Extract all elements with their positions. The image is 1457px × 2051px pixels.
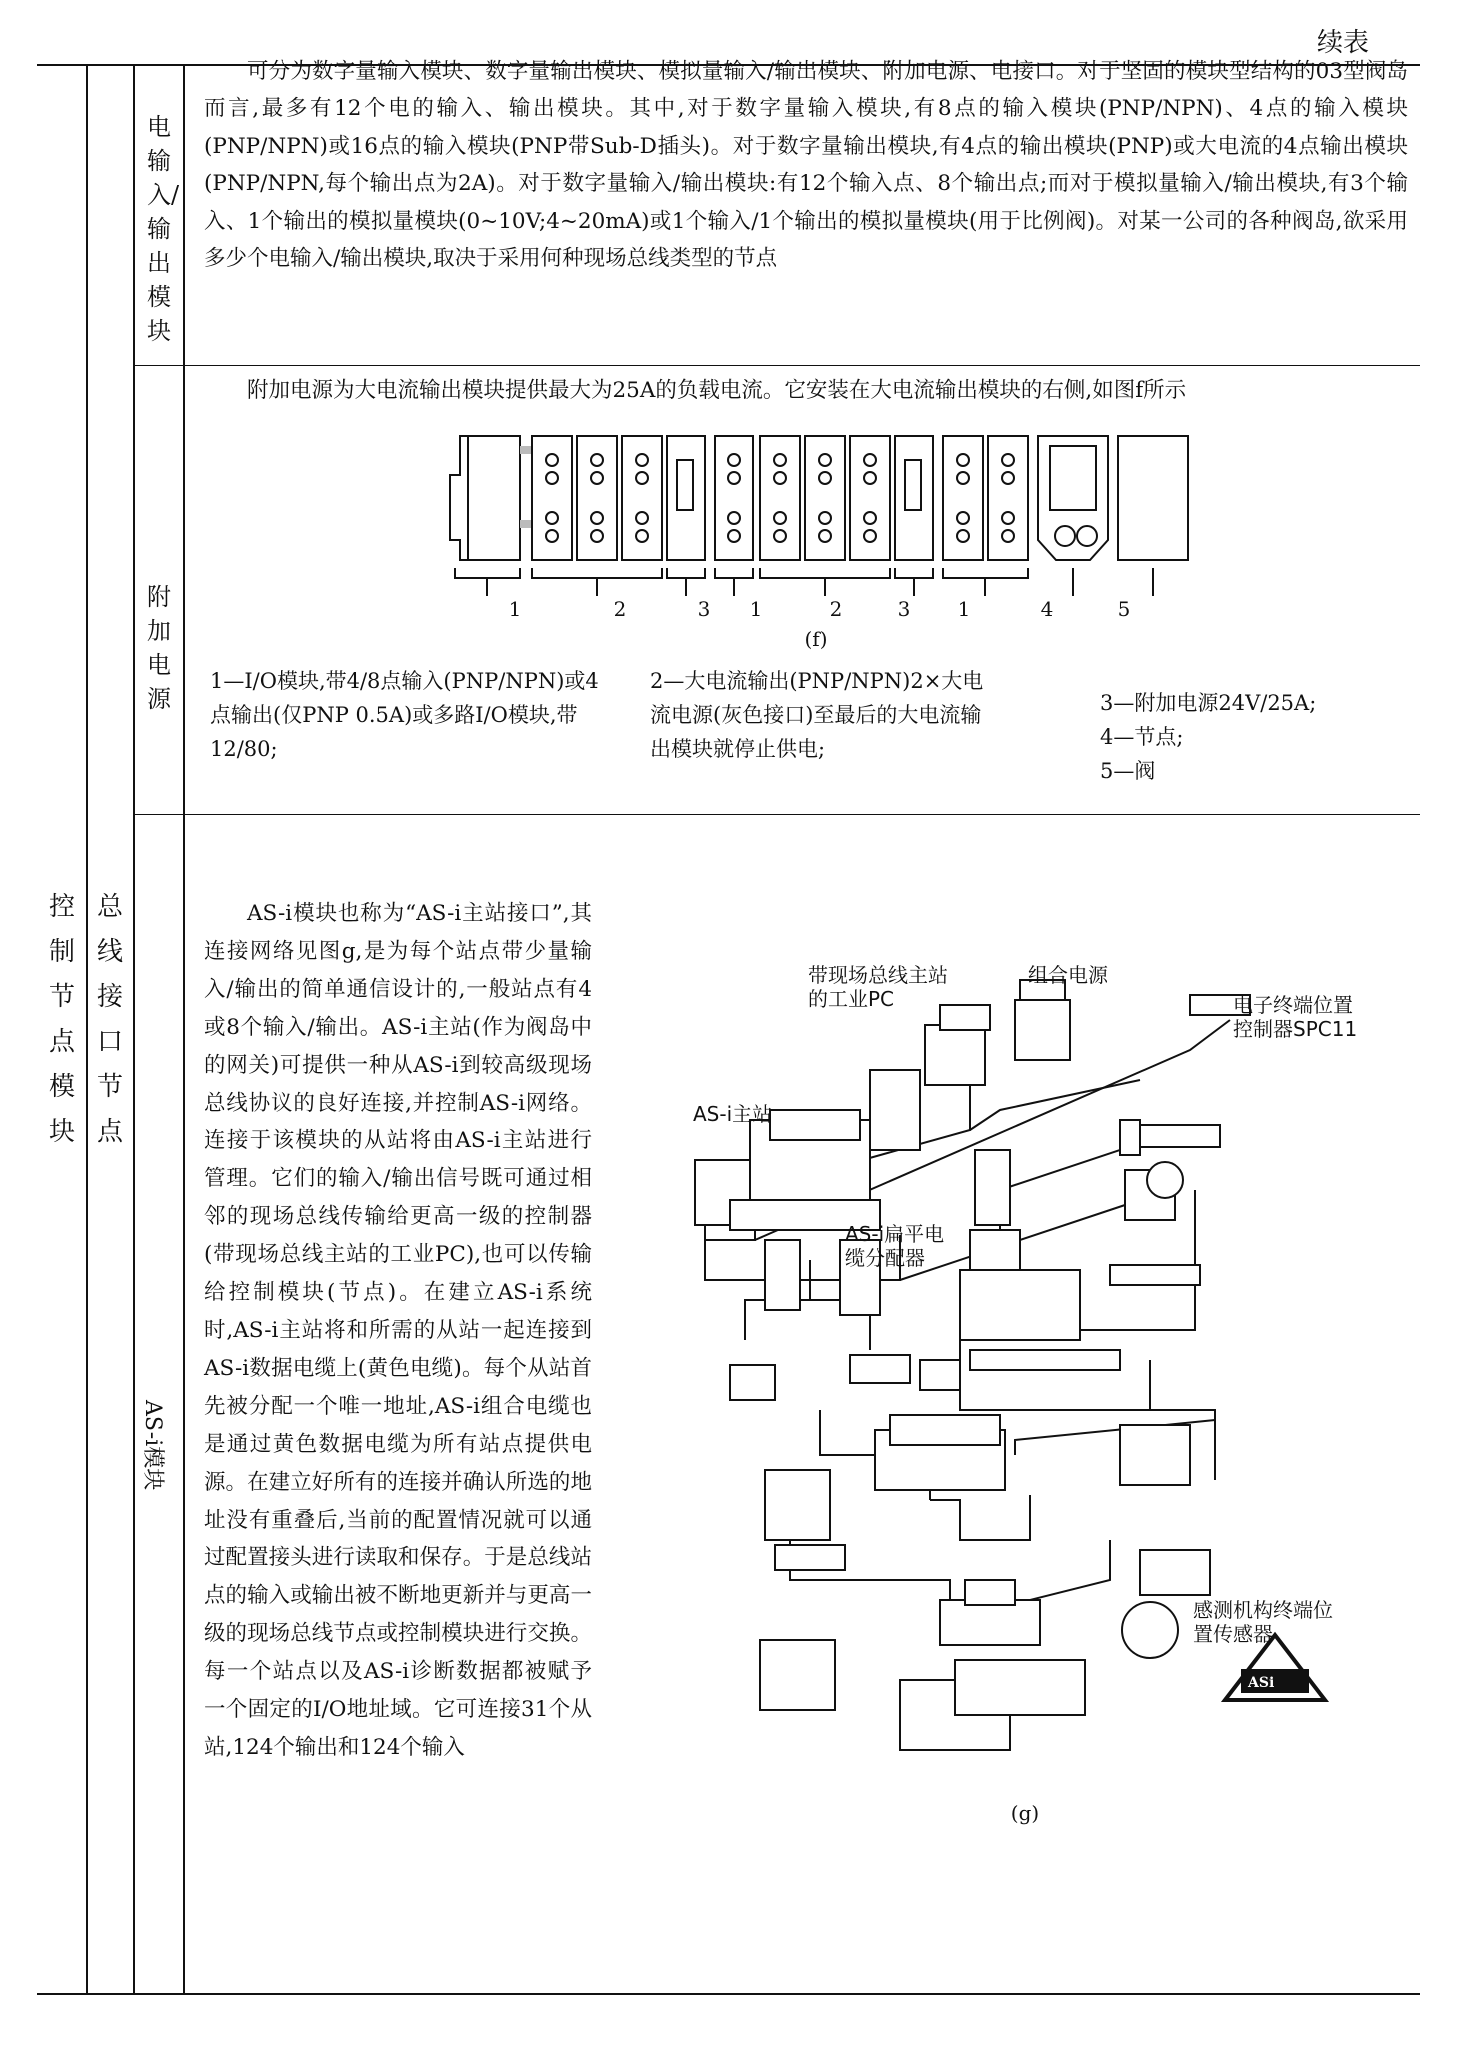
label-spc11: 电子终端位置控制器SPC11 [1233, 993, 1358, 1041]
label-sensor: 感测机构终端位置传感器 [1193, 1598, 1333, 1646]
fig-number-5: 5 [1117, 597, 1131, 621]
fig-number-1b: 1 [749, 597, 763, 621]
fig-number-4: 4 [1040, 597, 1054, 621]
legend-item-4: 4—节点; [1100, 725, 1184, 749]
category-control-node: 控制节点模块 [49, 892, 76, 1147]
extra-power-intro: 附加电源为大电流输出模块提供最大为25A的负载电流。它安装在大电流输出模块的右侧,如图f所示 [247, 378, 1187, 403]
legend-item-2: 2—大电流输出(PNP/NPN)2×大电流电源(灰色接口)至最后的大电流输出模块就停止供电; [650, 669, 984, 761]
legend-item-3: 3—附加电源24V/25A; [1100, 691, 1317, 715]
table-bottom-border [37, 1993, 1420, 1995]
fig-number-1a: 1 [508, 597, 522, 621]
legend-item-1: 1—I/O模块,带4/8点输入(PNP/NPN)或4点输出(仅PNP 0.5A)或多路I/O模块,带12/80; [210, 669, 599, 761]
label-industrial-pc: 带现场总线主站的工业PC [808, 963, 948, 1011]
label-power-supply: 组合电源 [1028, 963, 1108, 987]
col-divider-1 [86, 64, 88, 1995]
fig-number-3b: 3 [897, 597, 911, 621]
asi-description: AS-i模块也称为“AS-i主站接口”,其连接网络见图g,是为每个站点带少量输入/输出的简单通信设计的,一般站点有4或8个输入/输出。AS-i主站(作为阀岛中的网关)可提供一种从AS-i到较高级现场总线协议的良好连接,并控制AS-i网络。连接于该模块的从站将由AS-i主站进行管理。它们的输入/输出信号既可通过相邻的现场总线传输给更高一级的控制器(带现场总线主站的工业PC),也可以传输给控制模块(节点)。在建立AS-i系统时,AS-i主站将和所需的从站一起连接到AS-i数据电缆上(黄色电缆)。每个从站首先被分配一个唯一地址,AS-i组合电缆也是通过黄色数据电缆为所有站点提供电源。在建立好所有的连接并确认所选的地址没有重叠后,当前的配置情况就可以通过配置接头进行读取和保存。于是总线站点的输入或输出被不断地更新并与更高一级的现场总线节点或控制模块进行交换。每一个站点以及AS-i诊断数据都被赋予一个固定的I/O地址域。它可连接31个从站,124个输出和124个输入 [204, 901, 592, 1760]
category-bus-interface: 总线接口节点 [97, 892, 124, 1147]
svg-text:ASi: ASi [1248, 1675, 1275, 1691]
row-title-asi-module: AS-i模块 [140, 1400, 165, 1491]
row-divider-1 [133, 365, 1420, 366]
continued-label: 续表 [1316, 28, 1369, 58]
figure-g-caption: (g) [1010, 1801, 1040, 1825]
label-asi-master: AS-i主站 [693, 1102, 773, 1126]
row-divider-2 [133, 814, 1420, 815]
col-divider-2 [133, 64, 135, 1995]
valve-island-figure-f [440, 420, 1200, 650]
fig-number-1c: 1 [957, 597, 971, 621]
fig-number-2b: 2 [829, 597, 843, 621]
legend-item-5: 5—阀 [1100, 759, 1156, 783]
label-flat-cable-distributor: AS-i扁平电缆分配器 [845, 1222, 945, 1270]
row-title-electric-io: 电输入/输出模块 [147, 113, 180, 345]
fig-number-3a: 3 [697, 597, 711, 621]
row-title-extra-power: 附加电源 [147, 583, 171, 713]
electric-io-description: 可分为数字量输入模块、数字量输出模块、模拟量输入/输出模块、附加电源、电接口。对于坚固的模块型结构的03型阀岛而言,最多有12个电的输入、输出模块。其中,对于数字量输入模块,有8点的输入模块(PNP/NPN)、4点的输入模块(PNP/NPN)或16点的输入模块(PNP带Sub-D插头)。对于数字量输出模块,有4点的输出模块(PNP)或大电流的4点输出模块(PNP/NPN,每个输出点为2A)。对于数字量输入/输出模块:有12个输入点、8个输出点;而对于模拟量输入/输出模块,有3个输入、1个输出的模拟量模块(0~10V;4~20mA)或1个输入/1个输出的模拟量模块(用于比例阀)。对某一公司的各种阀岛,欲采用多少个电输入/输出模块,取决于采用何种现场总线类型的节点 [204, 59, 1408, 272]
figure-f-caption: (f) [804, 627, 828, 650]
col-divider-3 [183, 64, 185, 1995]
asi-network-figure-g [670, 940, 1400, 1830]
fig-number-2a: 2 [613, 597, 627, 621]
